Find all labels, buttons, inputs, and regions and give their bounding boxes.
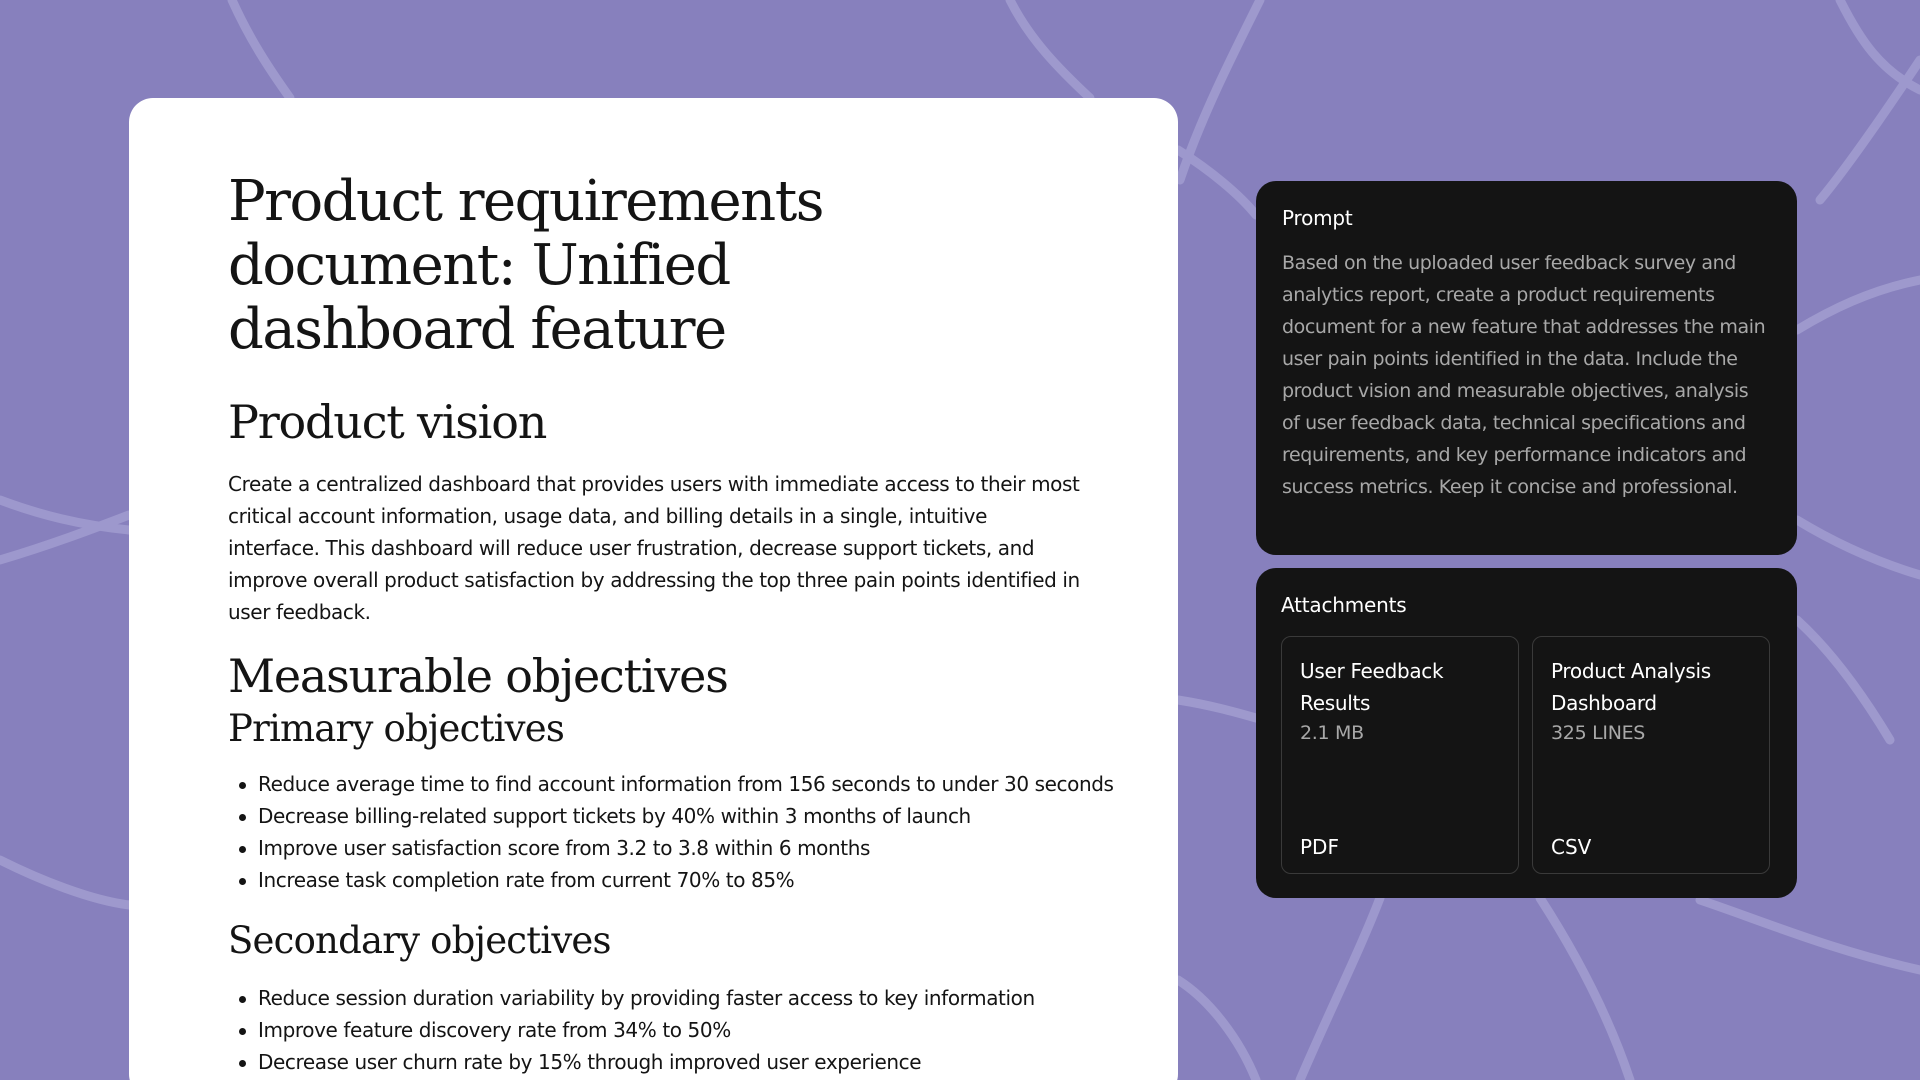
attachments-title: Attachments (1281, 593, 1407, 617)
attachment-type: PDF (1300, 835, 1339, 859)
attachment-type: CSV (1551, 835, 1592, 859)
secondary-objectives-heading: Secondary objectives (228, 919, 611, 962)
attachment-size: 325 LINES (1551, 722, 1646, 744)
product-vision-heading: Product vision (228, 395, 547, 449)
measurable-objectives-heading: Measurable objectives (228, 649, 728, 703)
attachment-card-user-feedback[interactable] (1281, 636, 1519, 874)
attachments-panel (1256, 568, 1797, 898)
attachment-size: 2.1 MB (1300, 722, 1364, 744)
list-item: Decrease user churn rate by 15% through improved user experience (228, 1046, 1080, 1078)
list-item: Improve user satisfaction score from 3.2 to 3.8 within 6 months (228, 832, 1080, 864)
list-item: Increase task completion rate from current 70% to 85% (228, 864, 1080, 896)
prompt-panel (1256, 181, 1797, 555)
document-card (129, 98, 1178, 1080)
document-title: Product requirements document: Unified dashboard feature (228, 169, 823, 362)
attachment-name: Product Analysis Dashboard (1551, 659, 1711, 715)
list-item: Reduce average time to find account information from 156 seconds to under 30 seconds (228, 768, 1080, 800)
attachments-list (1281, 636, 1772, 874)
list-item: Improve feature discovery rate from 34% to 50% (228, 1014, 1080, 1046)
primary-objectives-list (228, 768, 1114, 896)
attachment-name: User Feedback Results (1300, 659, 1444, 715)
attachment-card-product-analysis[interactable] (1532, 636, 1770, 874)
product-vision-text: Create a centralized dashboard that provides users with immediate access to their most critical account information, usage data, and billing details in a single, intuitive interface. This dashboard will reduce user frustration, decrease support tickets, and improve overall product satisfaction by addressing the top three pain points identified in user feedback. (228, 472, 1080, 624)
primary-objectives-heading: Primary objectives (228, 707, 565, 750)
list-item: Reduce session duration variability by providing faster access to key information (228, 982, 1080, 1014)
prompt-title: Prompt (1282, 206, 1353, 230)
prompt-text: Based on the uploaded user feedback survey and analytics report, create a product requirements document for a new feature that addresses the main user pain points identified in the data. Include the product vision and measurable objectives, analysis of user feedback data, technical specifications and requirements, and key performance indicators and success metrics. Keep it concise and professional. (1282, 252, 1766, 498)
list-item: Decrease billing-related support tickets by 40% within 3 months of launch (228, 800, 1080, 832)
secondary-objectives-list (228, 982, 1080, 1078)
